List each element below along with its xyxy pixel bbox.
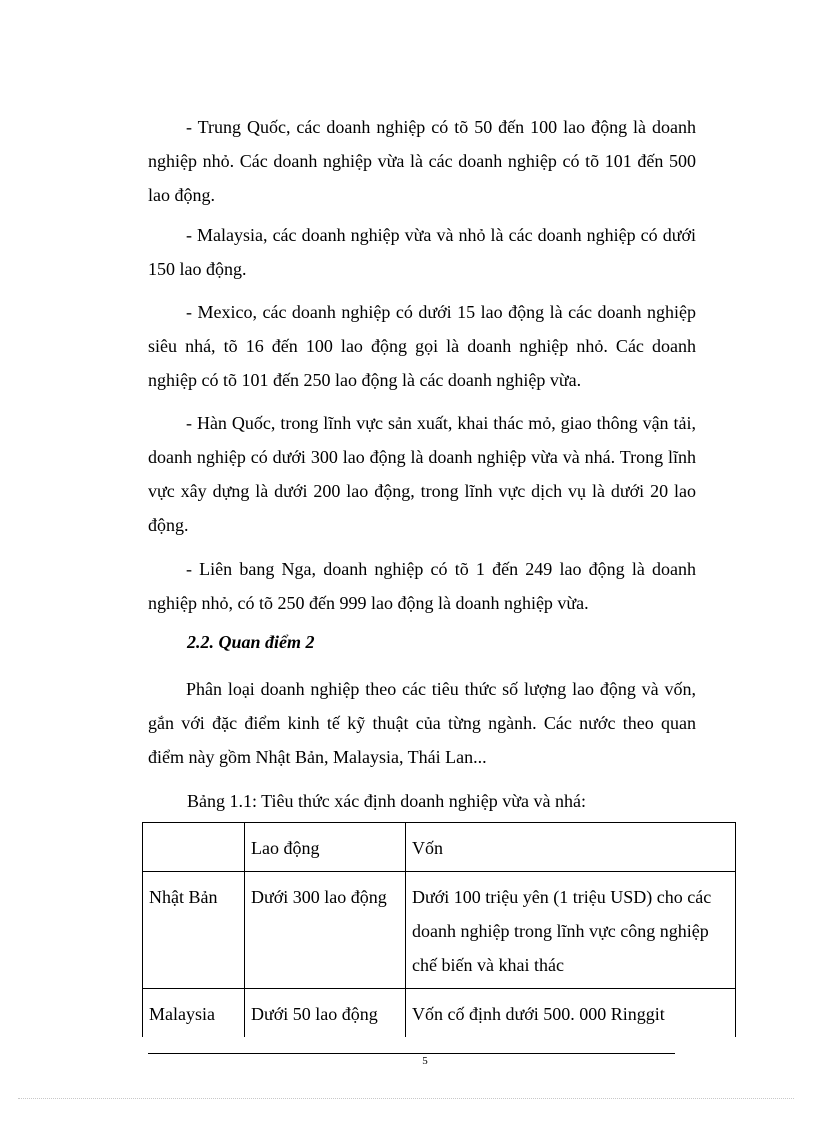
table-cell: Dưới 50 lao động bbox=[245, 989, 406, 1038]
table-header-cell: Vốn bbox=[406, 823, 736, 872]
page-boundary bbox=[18, 1098, 794, 1099]
section-paragraph: Phân loại doanh nghiệp theo các tiêu thức số lượng lao động và vốn, gắn với đặc điểm kinh tế kỹ thuật của từng ngành. Các nước theo quan điểm này gồm Nhật Bản, Malaysia, Thái Lan... bbox=[148, 679, 696, 767]
table-cell: Malaysia bbox=[143, 989, 245, 1038]
paragraph-korea: - Hàn Quốc, trong lĩnh vực sản xuất, khai thác mỏ, giao thông vận tải, doanh nghiệp có dưới 300 lao động là doanh nghiệp vừa và nhá. Trong lĩnh vực xây dựng là dưới 200 lao động, trong lĩnh vực dịch vụ là dưới 20 lao động. bbox=[148, 413, 696, 535]
paragraph-china: - Trung Quốc, các doanh nghiệp có tõ 50 đến 100 lao động là doanh nghiệp nhỏ. Các doanh nghiệp vừa là các doanh nghiệp có tõ 101 đến 500 lao động. bbox=[148, 117, 696, 205]
page-number: 5 bbox=[422, 1055, 428, 1067]
paragraph-russia: - Liên bang Nga, doanh nghiệp có tõ 1 đến 249 lao động là doanh nghiệp nhỏ, có tõ 250 đến 999 lao động là doanh nghiệp vừa. bbox=[148, 559, 696, 613]
table-cell: Dưới 300 lao động bbox=[245, 872, 406, 989]
table-header-cell bbox=[143, 823, 245, 872]
table-header-row bbox=[143, 823, 736, 872]
table-cell: Dưới 100 triệu yên (1 triệu USD) cho các doanh nghiệp trong lĩnh vực công nghiệp chế biến và khai thác bbox=[406, 872, 736, 989]
table-row bbox=[143, 872, 736, 989]
table-cell: Vốn cố định dưới 500. 000 Ringgit bbox=[406, 989, 736, 1038]
paragraph-malaysia: - Malaysia, các doanh nghiệp vừa và nhỏ là các doanh nghiệp có dưới 150 lao động. bbox=[148, 225, 696, 279]
criteria-table bbox=[142, 822, 736, 1037]
table-header-cell: Lao động bbox=[245, 823, 406, 872]
footer-divider bbox=[148, 1053, 675, 1054]
paragraph-mexico: - Mexico, các doanh nghiệp có dưới 15 lao động là các doanh nghiệp siêu nhá, tõ 16 đến 100 lao động gọi là doanh nghiệp nhỏ. Các doanh nghiệp có tõ 101 đến 250 lao động là các doanh nghiệp vừa. bbox=[148, 302, 696, 390]
table-caption: Bảng 1.1: Tiêu thức xác định doanh nghiệp vừa và nhá: bbox=[187, 791, 586, 811]
table-cell: Nhật Bản bbox=[143, 872, 245, 989]
section-heading: 2.2. Quan điểm 2 bbox=[187, 632, 315, 652]
table-row bbox=[143, 989, 736, 1038]
